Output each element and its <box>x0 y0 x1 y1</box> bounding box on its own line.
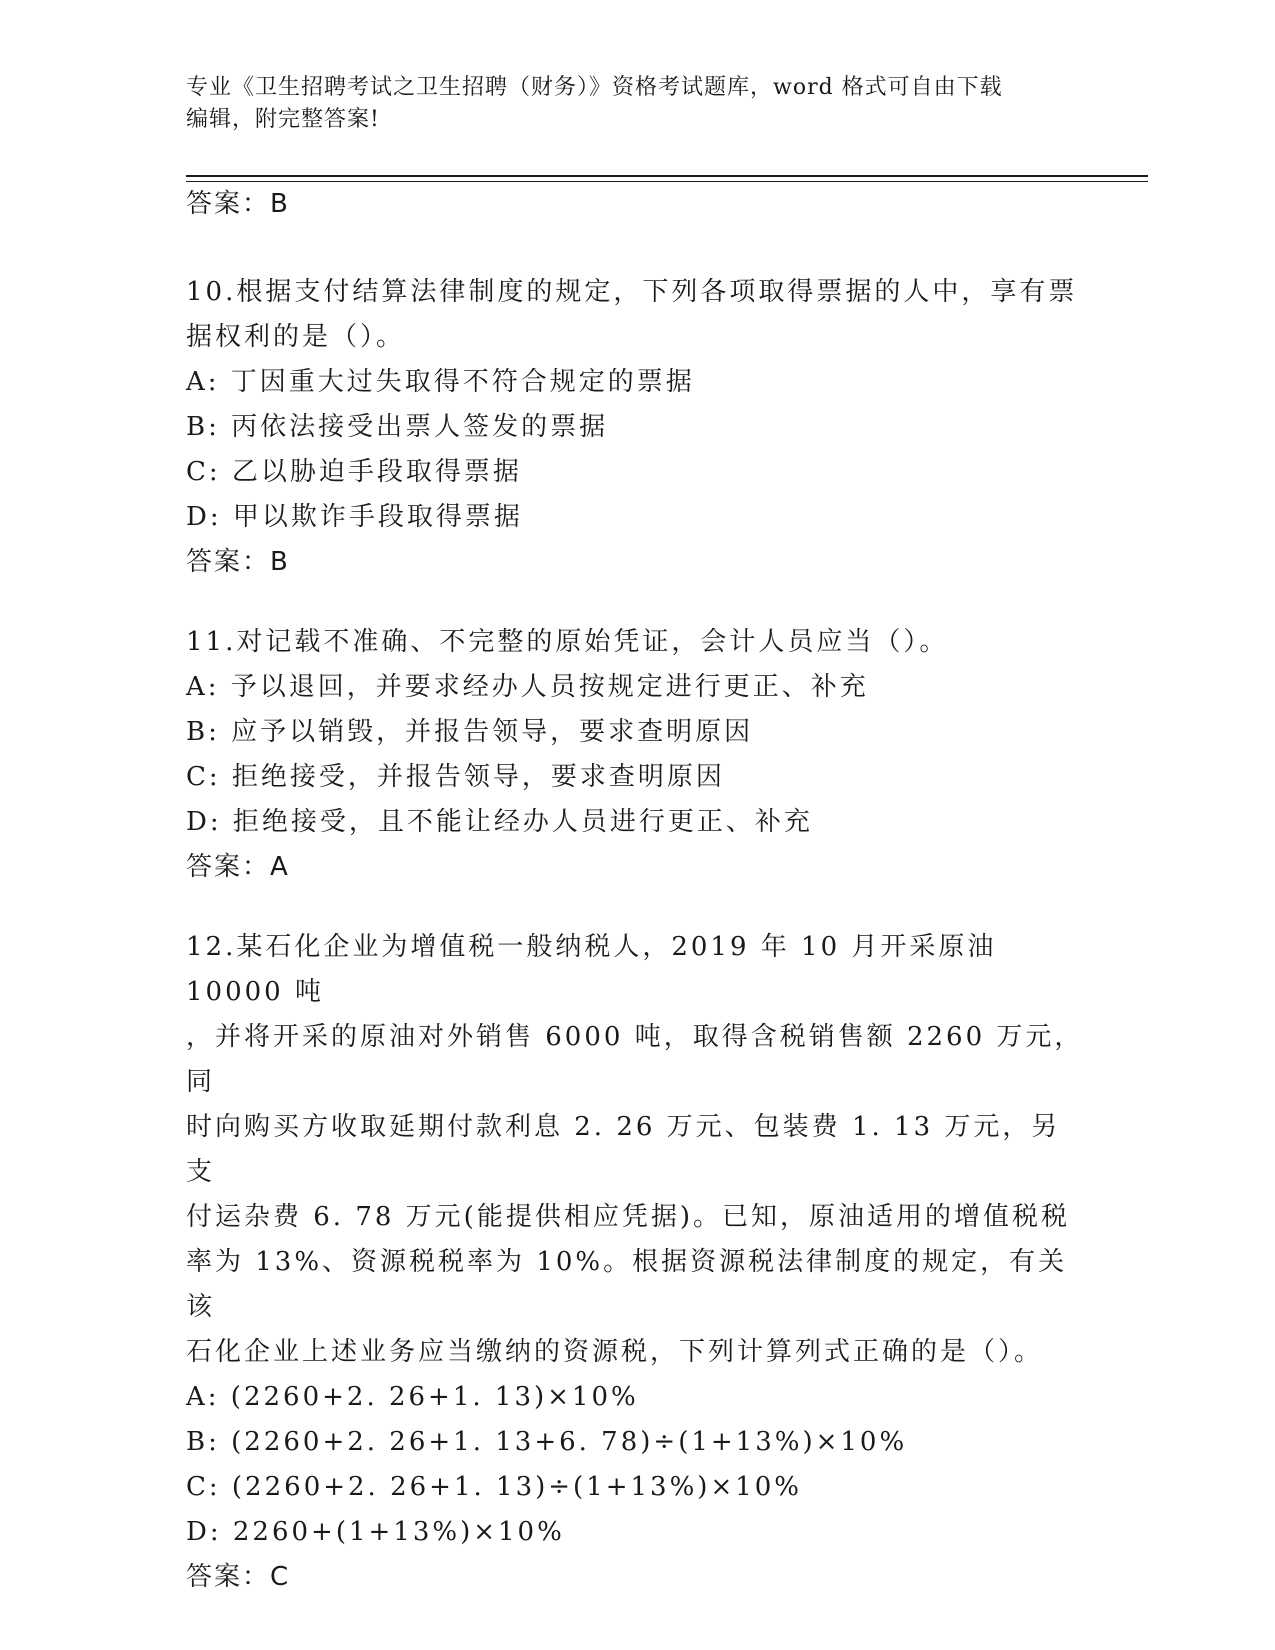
question-11 <box>186 620 1086 890</box>
document-header <box>186 72 1086 136</box>
question-12 <box>186 925 1086 1600</box>
question-10 <box>186 270 1086 585</box>
question-stem-line: 付运杂费 6. 78 万元(能提供相应凭据)。已知，原油适用的增值税税 <box>186 1202 1070 1232</box>
option-d: D: 拒绝接受，且不能让经办人员进行更正、补充 <box>186 807 813 837</box>
option-d: D: 2260+(1+13%)×10% <box>186 1517 565 1547</box>
question-stem-line: 12.某石化企业为增值税一般纳税人，2019 年 10 月开采原油 10000 吨 <box>186 932 997 1007</box>
answer-label: 答案：B <box>186 547 290 577</box>
option-a: A: (2260+2. 26+1. 13)×10% <box>186 1382 639 1412</box>
previous-answer-block <box>186 182 1086 227</box>
option-d: D: 甲以欺诈手段取得票据 <box>186 502 523 532</box>
question-stem-line: 时向购买方收取延期付款利息 2. 26 万元、包装费 1. 13 万元，另支 <box>186 1112 1061 1187</box>
question-stem-line: ，并将开采的原油对外销售 6000 吨，取得含税销售额 2260 万元，同 <box>186 1022 1084 1097</box>
question-stem-line: 率为 13%、资源税税率为 10%。根据资源税法律制度的规定，有关该 <box>186 1247 1068 1322</box>
question-stem-line: 石化企业上述业务应当缴纳的资源税，下列计算列式正确的是（）。 <box>186 1337 1044 1367</box>
question-stem-line: 10.根据支付结算法律制度的规定，下列各项取得票据的人中，享有票 <box>186 277 1078 307</box>
option-b: B: 应予以销毁，并报告领导，要求查明原因 <box>186 717 754 747</box>
option-b: B: (2260+2. 26+1. 13+6. 78)÷(1+13%)×10% <box>186 1427 908 1457</box>
option-a: A: 丁因重大过失取得不符合规定的票据 <box>186 367 695 397</box>
question-stem-line: 据权利的是（）。 <box>186 322 406 352</box>
answer-label: 答案：C <box>186 1562 291 1592</box>
option-a: A: 予以退回，并要求经办人员按规定进行更正、补充 <box>186 672 869 702</box>
option-c: C: 拒绝接受，并报告领导，要求查明原因 <box>186 762 725 792</box>
header-line-2: 编辑，附完整答案! <box>186 107 380 132</box>
option-c: C: 乙以胁迫手段取得票据 <box>186 457 522 487</box>
option-c: C: (2260+2. 26+1. 13)÷(1+13%)×10% <box>186 1472 803 1502</box>
answer-label: 答案：B <box>186 189 290 219</box>
answer-label: 答案：A <box>186 852 290 882</box>
question-stem-line: 11.对记载不准确、不完整的原始凭证，会计人员应当（）。 <box>186 627 949 657</box>
header-divider-thick <box>186 175 1148 177</box>
header-line-1: 专业《卫生招聘考试之卫生招聘（财务）》资格考试题库，word 格式可自由下载 <box>186 75 1003 100</box>
option-b: B: 丙依法接受出票人签发的票据 <box>186 412 609 442</box>
